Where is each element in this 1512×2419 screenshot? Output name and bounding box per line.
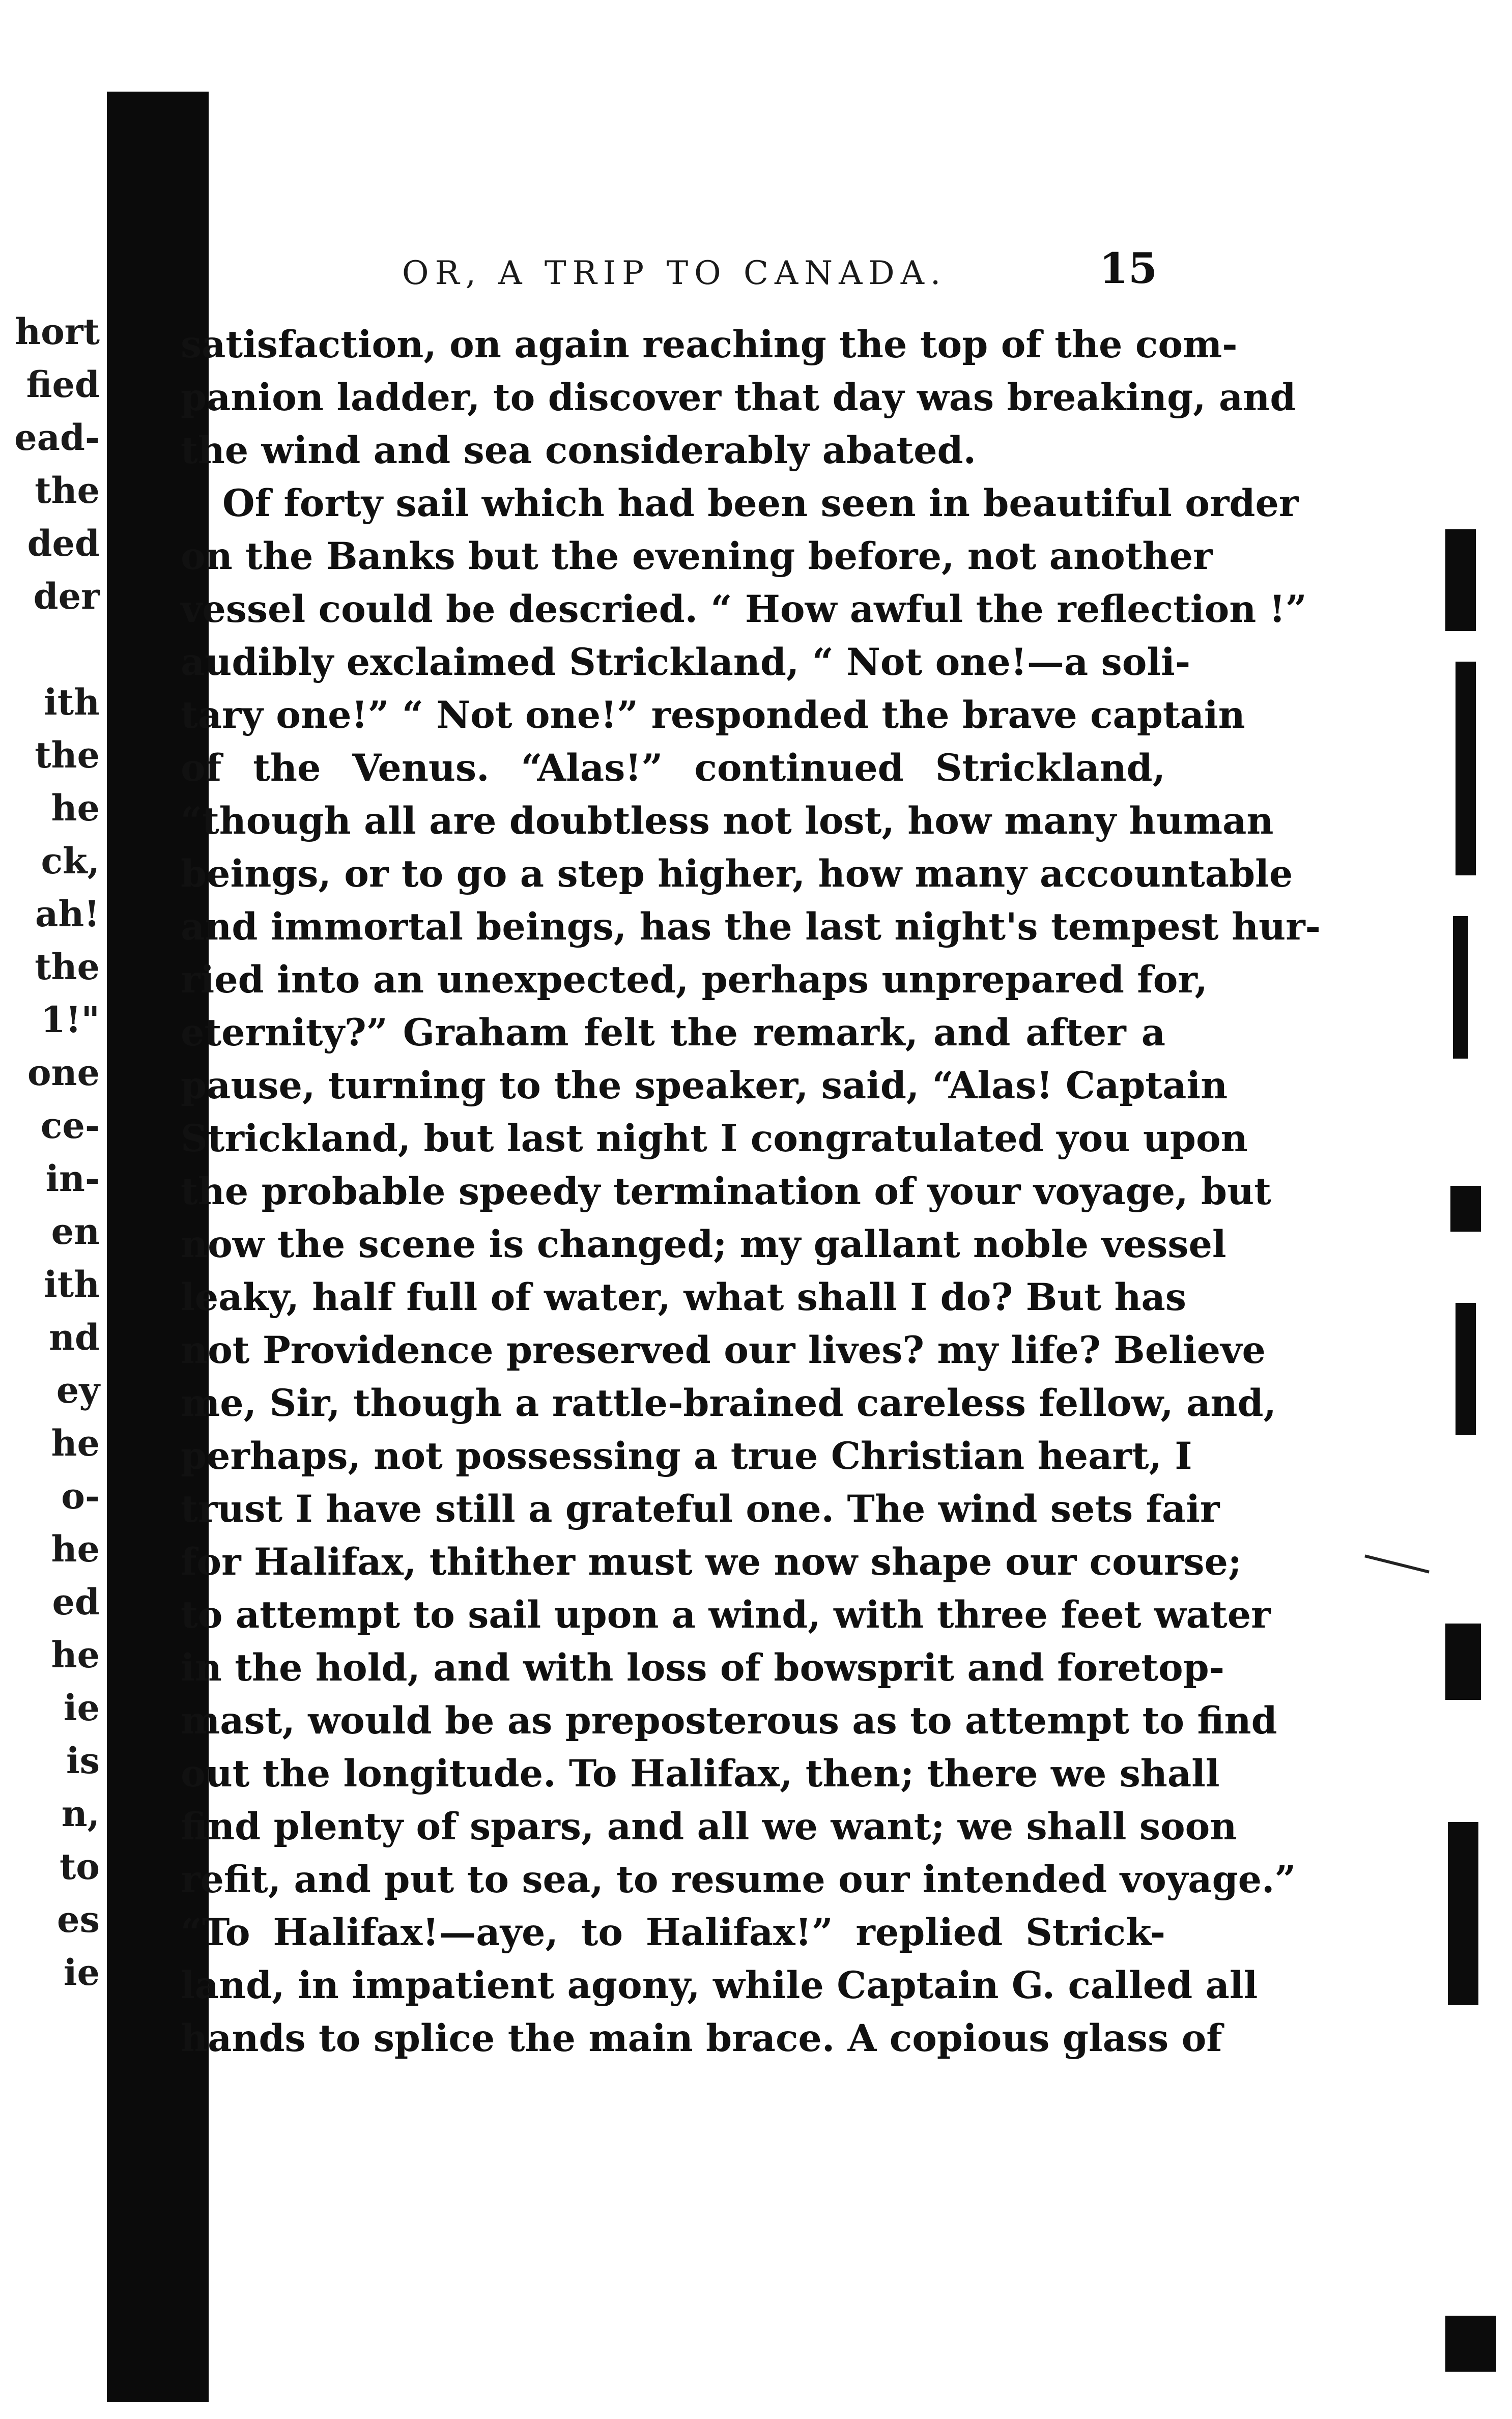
text-line: “To Halifax!—aye, to Halifax!” replied Strick- [181, 1911, 1165, 1954]
text-line: on the Banks but the evening before, not another [181, 534, 1213, 578]
facing-fragment: the [35, 469, 100, 511]
facing-fragment: ah! [35, 893, 100, 935]
facing-fragment: en [51, 1210, 100, 1253]
edge-mark [1456, 1303, 1476, 1435]
text-line: refit, and put to sea, to resume our intended voyage.” [181, 1858, 1296, 1901]
facing-fragment: es [57, 1898, 100, 1941]
facing-fragment: ey [56, 1369, 100, 1411]
facing-fragment: the [35, 734, 100, 776]
text-line: Strickland, but last night I congratulated you upon [181, 1117, 1248, 1160]
text-line: vessel could be descried. “ How awful the reflection !” [181, 587, 1307, 631]
facing-fragment: the [35, 946, 100, 988]
facing-fragment: fied [26, 363, 100, 406]
text-line: pause, turning to the speaker, said, “Alas! Captain [181, 1064, 1228, 1107]
text-line: perhaps, not possessing a true Christian heart, I [181, 1434, 1192, 1478]
text-line: trust I have still a grateful one. The wind sets fair [181, 1487, 1220, 1531]
facing-fragment: ie [63, 1951, 100, 1994]
page-edge-artifacts [1425, 509, 1512, 2392]
text-line: ried into an unexpected, perhaps unprepared for, [181, 958, 1208, 1002]
text-line: mast, would be as preposterous as to attempt to find [181, 1699, 1277, 1743]
facing-fragment: ed [52, 1581, 100, 1623]
facing-fragment: in- [45, 1157, 100, 1200]
facing-fragment: der [33, 575, 100, 617]
facing-fragment: ie [63, 1687, 100, 1729]
edge-mark [1445, 2316, 1496, 2372]
text-line: land, in impatient agony, while Captain G. called all [181, 1963, 1258, 2007]
text-line: in the hold, and with loss of bowsprit and foretop- [181, 1646, 1225, 1690]
facing-fragment: n, [61, 1792, 100, 1835]
text-line: “though all are doubtless not lost, how many human [181, 799, 1274, 843]
text-line: tary one!” “ Not one!” responded the brave captain [181, 693, 1245, 737]
text-line: and immortal beings, has the last night's tempest hur- [181, 905, 1321, 949]
facing-fragment: is [66, 1740, 100, 1782]
edge-mark [1445, 529, 1476, 631]
running-title: OR, A TRIP TO CANADA. [402, 254, 947, 292]
facing-fragment: one [27, 1051, 100, 1094]
text-line: beings, or to go a step higher, how many accountable [181, 852, 1293, 896]
edge-tick [1364, 1554, 1430, 1573]
facing-fragment: nd [49, 1316, 100, 1358]
text-line: hands to splice the main brace. A copious glass of [181, 2016, 1222, 2060]
body-text [181, 318, 1321, 2065]
text-line: not Providence preserved our lives? my life? Believe [181, 1328, 1266, 1372]
text-line: satisfaction, on again reaching the top of the com- [181, 323, 1238, 366]
text-line: me, Sir, though a rattle-brained careless fellow, and, [181, 1381, 1276, 1425]
edge-mark [1450, 1186, 1481, 1232]
text-line: panion ladder, to discover that day was breaking, and [181, 376, 1296, 419]
facing-fragment: ith [44, 1263, 100, 1305]
text-line: to attempt to sail upon a wind, with three feet water [181, 1593, 1271, 1637]
text-line: out the longitude. To Halifax, then; there we shall [181, 1752, 1220, 1796]
text-line: the probable speedy termination of your voyage, but [181, 1170, 1271, 1213]
edge-mark [1453, 916, 1468, 1059]
edge-mark [1456, 662, 1476, 875]
text-line: for Halifax, thither must we now shape our course; [181, 1540, 1242, 1584]
page-number: 15 [1099, 244, 1158, 293]
facing-fragment: ce- [40, 1104, 100, 1147]
facing-fragment: ck, [41, 840, 100, 882]
page-header [402, 244, 1158, 305]
text-line: leaky, half full of water, what shall I do? But has [181, 1275, 1186, 1319]
facing-fragment: 1!" [41, 999, 100, 1041]
text-line: of the Venus. “Alas!” continued Strickland, [181, 746, 1165, 790]
text-line: Of forty sail which had been seen in beautiful order [222, 481, 1299, 525]
facing-fragment: to [59, 1845, 100, 1888]
text-line: find plenty of spars, and all we want; we shall soon [181, 1805, 1237, 1848]
facing-fragment: ith [44, 681, 100, 723]
text-line: eternity?” Graham felt the remark, and after a [181, 1011, 1165, 1055]
text-line: now the scene is changed; my gallant noble vessel [181, 1222, 1226, 1266]
facing-fragment: he [51, 787, 100, 829]
facing-fragment: o- [61, 1475, 100, 1517]
facing-fragment: he [51, 1634, 100, 1676]
facing-fragment: hort [15, 310, 100, 353]
facing-fragment: he [51, 1422, 100, 1464]
text-line: the wind and sea considerably abated. [181, 429, 977, 472]
edge-mark [1448, 1822, 1478, 2005]
facing-fragment: he [51, 1528, 100, 1570]
facing-fragment: ead- [14, 416, 100, 459]
text-line: audibly exclaimed Strickland, “ Not one!—a soli- [181, 640, 1191, 684]
facing-fragment: ded [27, 522, 100, 564]
edge-mark [1445, 1624, 1481, 1700]
